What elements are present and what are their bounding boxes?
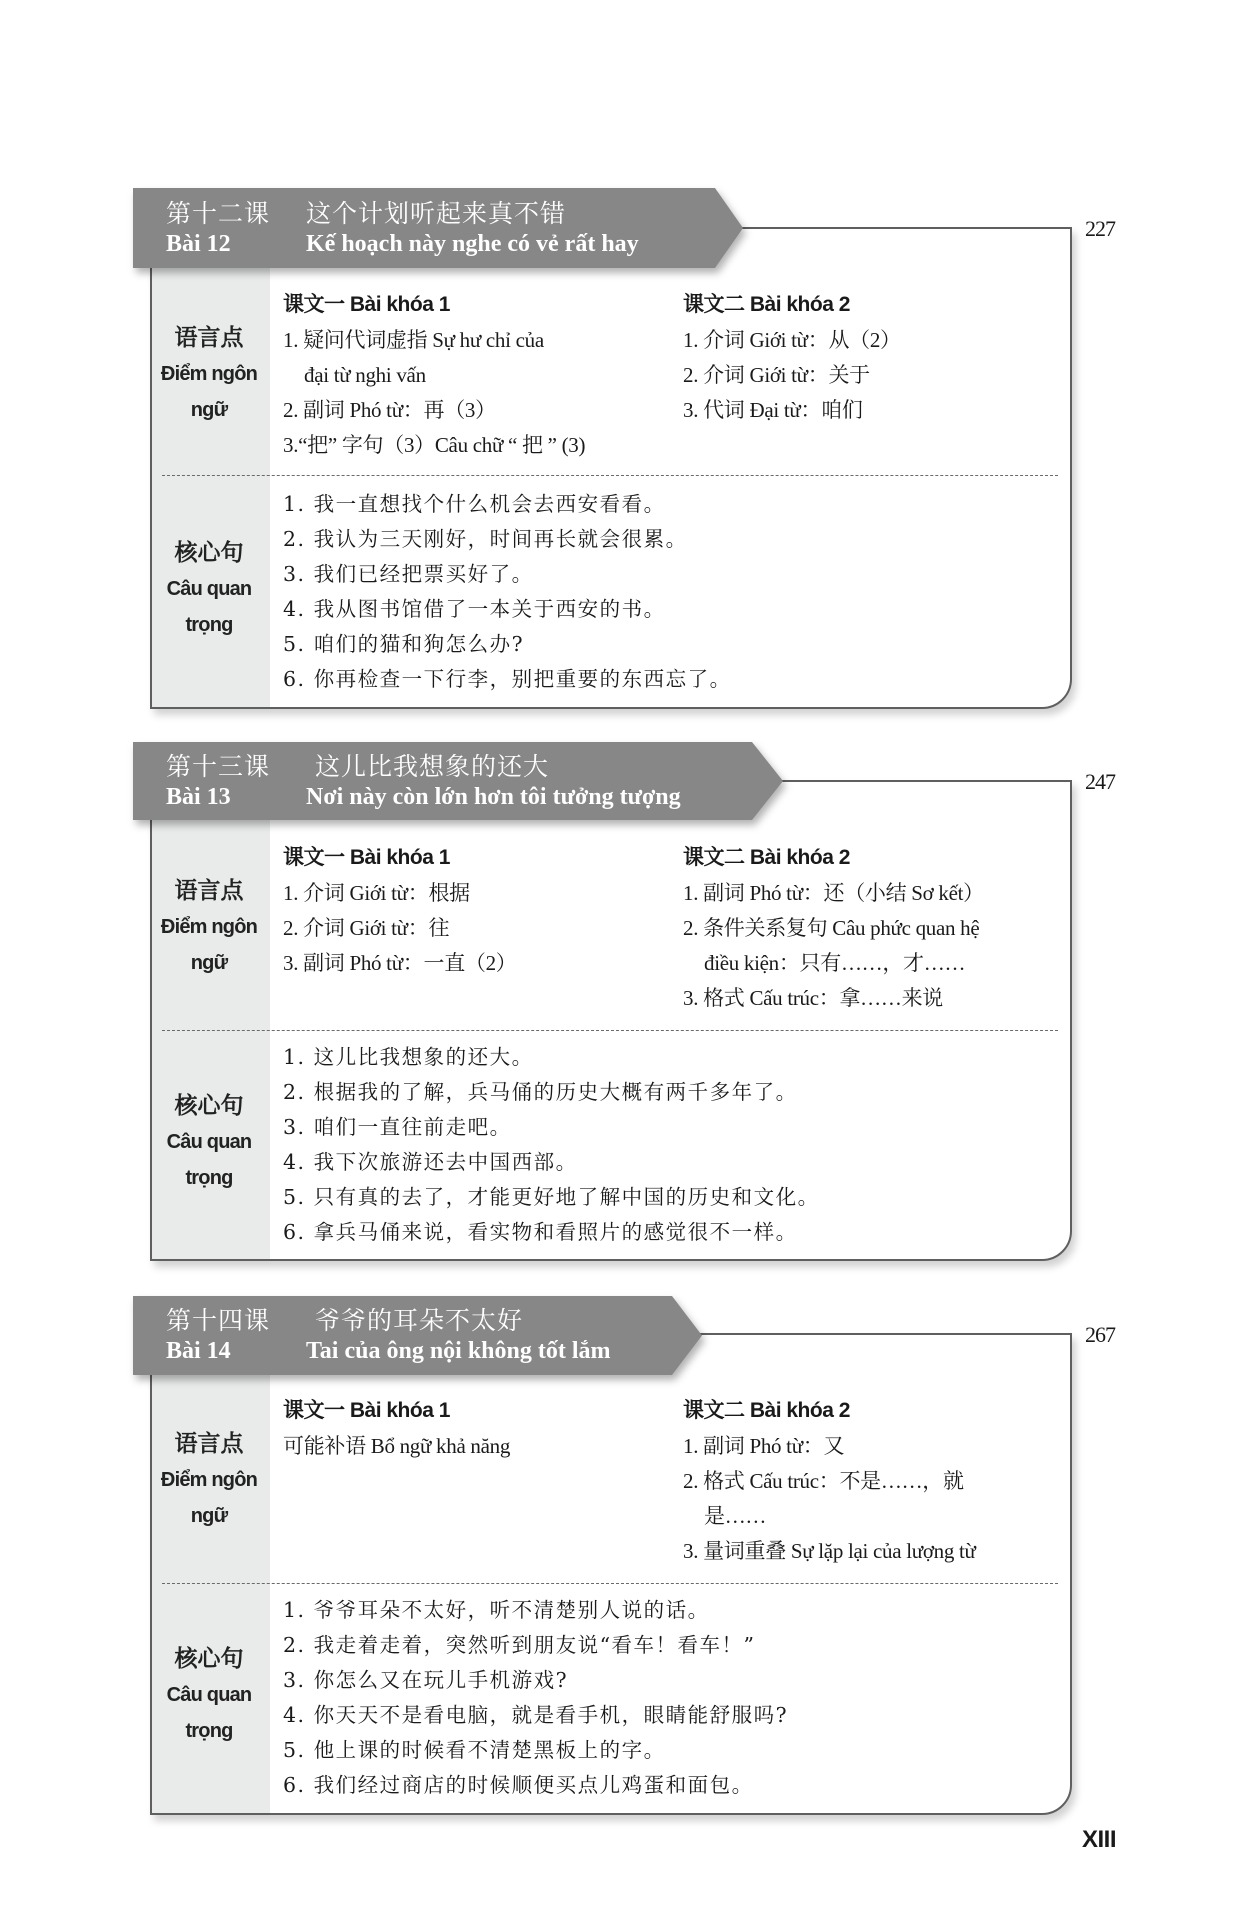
key-sentence: 3. 你怎么又在玩儿手机游戏? (283, 1668, 569, 1692)
key-sentences-list (283, 1040, 820, 1250)
grammar-points-label: 语言点 Điểm ngôn ngữ (160, 325, 258, 421)
key-sentence: 6. 拿兵马俑来说，看实物和看照片的感觉很不一样。 (283, 1220, 798, 1244)
key-sentence: 1. 这儿比我想象的还大。 (283, 1045, 534, 1069)
text2-grammar-column (683, 1392, 976, 1569)
grammar-item: 1. 介词 Giới từ：从（2） (683, 328, 901, 352)
text2-grammar-column (683, 839, 984, 1016)
key-sentences-list (283, 1593, 788, 1803)
grammar-item: 可能补语 Bổ ngữ khả năng (283, 1434, 511, 1458)
key-sentence: 4. 我从图书馆借了一本关于西安的书。 (283, 597, 666, 621)
lesson-title-vi: Nơi này còn lớn hơn tôi tưởng tượng (306, 784, 681, 810)
key-sentences-label: 核心句 Câu quan trọng (166, 540, 252, 636)
grammar-item: 2. 副词 Phó từ：再（3） (283, 398, 496, 422)
key-sentence: 2. 我认为三天刚好，时间再长就会很累。 (283, 527, 688, 551)
grammar-points-label: 语言点 Điểm ngôn ngữ (160, 1431, 258, 1527)
lesson-title-zh: 这个计划听起来真不错 (306, 199, 567, 228)
key-sentence: 3. 咱们一直往前走吧。 (283, 1115, 512, 1139)
key-sentence: 2. 我走着走着，突然听到朋友说“看车！看车！” (283, 1633, 756, 1657)
grammar-item: 2. 格式 Cấu trúc：不是……，就 (683, 1469, 964, 1493)
key-sentence: 5. 只有真的去了，才能更好地了解中国的历史和文化。 (283, 1185, 820, 1209)
lesson-title-vi: Tai của ông nội không tốt lắm (306, 1338, 611, 1364)
grammar-item: 1. 介词 Giới từ：根据 (283, 881, 470, 905)
grammar-item: 1. 副词 Phó từ：还（小结 Sơ kết） (683, 881, 984, 905)
section-divider (162, 1583, 1058, 1584)
text1-grammar-column (283, 839, 517, 981)
key-sentence: 5. 他上课的时候看不清楚黑板上的字。 (283, 1738, 666, 1762)
key-sentence: 6. 我们经过商店的时候顺便买点儿鸡蛋和面包。 (283, 1773, 754, 1797)
text2-grammar-column (683, 286, 901, 428)
key-sentence: 1. 我一直想找个什么机会去西安看看。 (283, 492, 666, 516)
section-divider (162, 475, 1058, 476)
grammar-item: điều kiện：只有……，才…… (704, 951, 966, 975)
grammar-item: 1. 副词 Phó từ：又 (683, 1434, 845, 1458)
grammar-item: 3. 代词 Đại từ：咱们 (683, 398, 863, 422)
key-sentences-list (283, 487, 732, 697)
grammar-item: 是…… (704, 1504, 767, 1528)
key-sentences-label: 核心句 Câu quan trọng (166, 1093, 252, 1189)
text1-heading: 课文一 Bài khóa 1 (283, 292, 450, 316)
grammar-item: 1. 疑问代词虚指 Sự hư chỉ của (283, 328, 544, 352)
lesson-number-vi: Bài 13 (166, 784, 231, 810)
page-reference: 247 (1085, 769, 1115, 794)
text1-grammar-column (283, 1392, 510, 1464)
grammar-item: 3.“把” 字句（3）Câu chữ “ 把 ” (3) (283, 433, 586, 457)
key-sentence: 6. 你再检查一下行李，别把重要的东西忘了。 (283, 667, 732, 691)
grammar-item: 2. 介词 Giới từ：关于 (683, 363, 870, 387)
text1-grammar-column (283, 286, 585, 463)
key-sentence: 5. 咱们的猫和狗怎么办? (283, 632, 525, 656)
page-number: XIII (1082, 1826, 1117, 1853)
key-sentence: 4. 我下次旅游还去中国西部。 (283, 1150, 578, 1174)
lesson-title-zh: 爷爷的耳朵不太好 (315, 1306, 524, 1335)
key-sentence: 4. 你天天不是看电脑，就是看手机，眼睛能舒服吗? (283, 1703, 789, 1727)
grammar-item: đại từ nghi vấn (304, 363, 426, 387)
grammar-item: 3. 副词 Phó từ：一直（2） (283, 951, 517, 975)
grammar-item: 2. 条件关系复句 Câu phức quan hệ (683, 916, 980, 940)
grammar-points-label: 语言点 Điểm ngôn ngữ (160, 878, 258, 974)
lesson-title-vi: Kế hoạch này nghe có vẻ rất hay (306, 231, 639, 257)
grammar-item: 3. 格式 Cấu trúc：拿……来说 (683, 986, 943, 1010)
key-sentence: 2. 根据我的了解，兵马俑的历史大概有两千多年了。 (283, 1080, 798, 1104)
lesson-number-vi: Bài 14 (166, 1338, 231, 1364)
key-sentences-label: 核心句 Câu quan trọng (166, 1646, 252, 1742)
grammar-item: 3. 量词重叠 Sự lặp lại của lượng từ (683, 1539, 976, 1563)
lesson-number-zh: 第十二课 (166, 199, 271, 228)
key-sentence: 1. 爷爷耳朵不太好，听不清楚别人说的话。 (283, 1598, 710, 1622)
text1-heading: 课文一 Bài khóa 1 (283, 845, 450, 869)
text2-heading: 课文二 Bài khóa 2 (683, 292, 850, 316)
section-divider (162, 1030, 1058, 1031)
text1-heading: 课文一 Bài khóa 1 (283, 1398, 450, 1422)
key-sentence: 3. 我们已经把票买好了。 (283, 562, 534, 586)
text2-heading: 课文二 Bài khóa 2 (683, 1398, 850, 1422)
page-reference: 267 (1085, 1322, 1115, 1347)
text2-heading: 课文二 Bài khóa 2 (683, 845, 850, 869)
lesson-number-vi: Bài 12 (166, 231, 231, 257)
grammar-item: 2. 介词 Giới từ：往 (283, 916, 450, 940)
lesson-title-zh: 这儿比我想象的还大 (315, 752, 550, 781)
lesson-number-zh: 第十三课 (166, 752, 271, 781)
page-reference: 227 (1085, 216, 1115, 241)
lesson-number-zh: 第十四课 (166, 1306, 271, 1335)
